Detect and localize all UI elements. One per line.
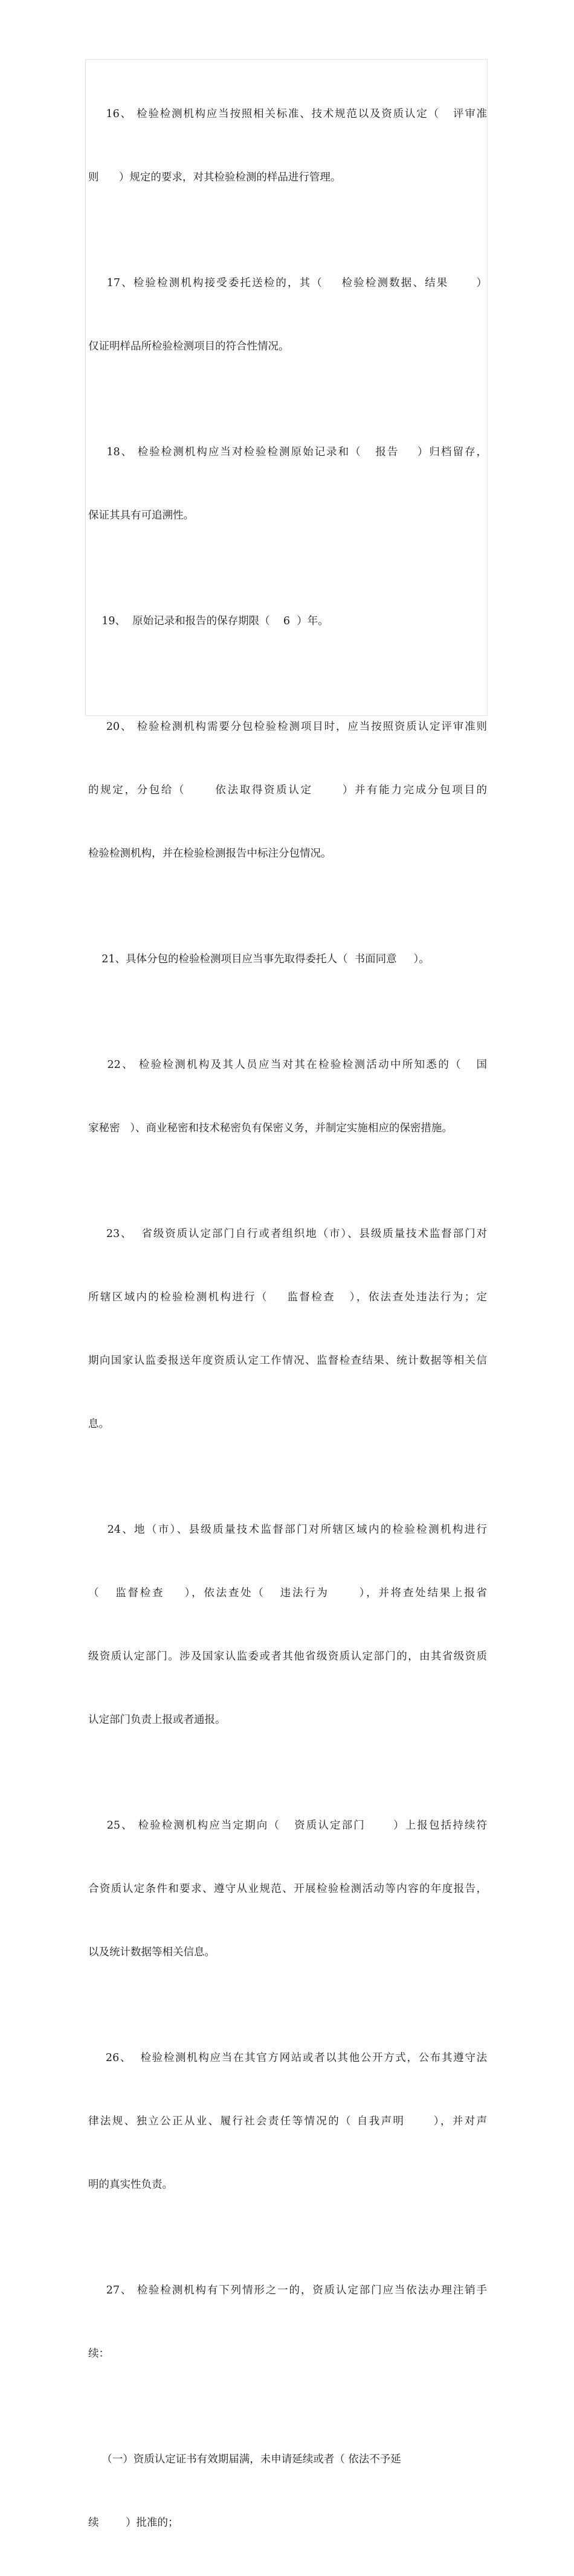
item-21 — [88, 907, 487, 1012]
document-body — [88, 62, 487, 2576]
text-line: 19、 原始记录和报告的保存期限（ 6 ）年。 — [88, 615, 329, 627]
text-line: 合资质认定条件和要求、遵守从业规范、开展检验检测活动等内容的年度报告， — [88, 1883, 487, 1895]
text-line: 20、 检验检测机构需要分包检验检测项目时，应当按照资质认定评审准则 — [88, 721, 487, 733]
text-line: 仅证明样品所检验检测项目的符合性情况。 — [88, 340, 289, 353]
item-23 — [88, 1181, 487, 1477]
text-line: 续 ）批准的； — [88, 2517, 179, 2529]
text-line: 18、 检验检测机构应当对检验检测原始记录和（ 报告 ）归档留存， — [88, 446, 487, 458]
text-line: 25、 检验检测机构应当定期向（ 资质认定部门 ）上报包括持续符 — [88, 1820, 487, 1832]
text-line: 22、 检验检测机构及其人员应当对其在检验检测活动中所知悉的（ 国 — [88, 1059, 487, 1071]
item-20 — [88, 674, 487, 907]
item-17 — [88, 231, 487, 400]
text-line: 21、具体分包的检验检测项目应当事先取得委托人（ 书面同意 ）。 — [88, 953, 430, 965]
text-line: 级资质认定部门。涉及国家认监委或者其他省级资质认定部门的，由其省级资质 — [88, 1651, 487, 1663]
text-line: 26、 检验检测机构应当在其官方网站或者以其他公开方式，公布其遵守法 — [88, 2052, 487, 2064]
text-line: 23、 省级资质认定部门自行或者组织地（市）、县级质量技术监督部门对 — [88, 1228, 487, 1240]
text-line: 以及统计数据等相关信息。 — [88, 1946, 215, 1958]
text-line: 续： — [88, 2348, 109, 2360]
item-16 — [88, 62, 487, 231]
text-line: 律法规、独立公正从业、履行社会责任等情况的（ 自我声明 ），并对声 — [88, 2115, 487, 2127]
text-line: 则 ）规定的要求，对其检验检测的样品进行管理。 — [88, 171, 341, 184]
item-22 — [88, 1012, 487, 1181]
item-26 — [88, 2006, 487, 2238]
text-line: 16、 检验检测机构应当按照相关标准、技术规范以及资质认定（ 评审准 — [88, 108, 487, 120]
text-line: （ 监督检查 ），依法查处（ 违法行为 ），并将查处结果上报省 — [88, 1587, 487, 1599]
text-line: 27、 检验检测机构有下列情形之一的，资质认定部门应当依法办理注销手 — [88, 2284, 487, 2296]
text-line: 息。 — [88, 1418, 109, 1430]
item-24 — [88, 1477, 487, 1773]
text-line: 明的真实性负责。 — [88, 2179, 173, 2191]
item-27 — [88, 2238, 487, 2407]
text-line: 检验检测机构，并在检验检测报告中标注分包情况。 — [88, 848, 332, 860]
text-line: 所辖区域内的检验检测机构进行（ 监督检查 ），依法查处违法行为；定 — [88, 1291, 487, 1303]
text-line: 17、检验检测机构接受委托送检的，其（ 检验检测数据、结果 ） — [88, 277, 487, 289]
item-18 — [88, 400, 487, 569]
text-line: 期向国家认监委报送年度资质认定工作情况、监督检查结果、统计数据等相关信 — [88, 1355, 487, 1367]
text-line: 的规定，分包给（ 依法取得资质认定 ）并有能力完成分包项目的 — [88, 784, 487, 796]
text-line: 24、地（市）、县级质量技术监督部门对所辖区域内的检验检测机构进行 — [88, 1524, 487, 1536]
text-line: （一）资质认定证书有效期届满，未申请延续或者（ 依法不予延 — [88, 2453, 401, 2466]
text-line: 认定部门负责上报或者通报。 — [88, 1714, 226, 1726]
item-25 — [88, 1773, 487, 2006]
text-line: 家秘密 ）、商业秘密和技术秘密负有保密义务，并制定实施相应的保密措施。 — [88, 1122, 453, 1134]
item-27-clause-1 — [88, 2407, 487, 2576]
text-line: 保证其具有可追溯性。 — [88, 510, 194, 522]
item-19 — [88, 569, 487, 674]
